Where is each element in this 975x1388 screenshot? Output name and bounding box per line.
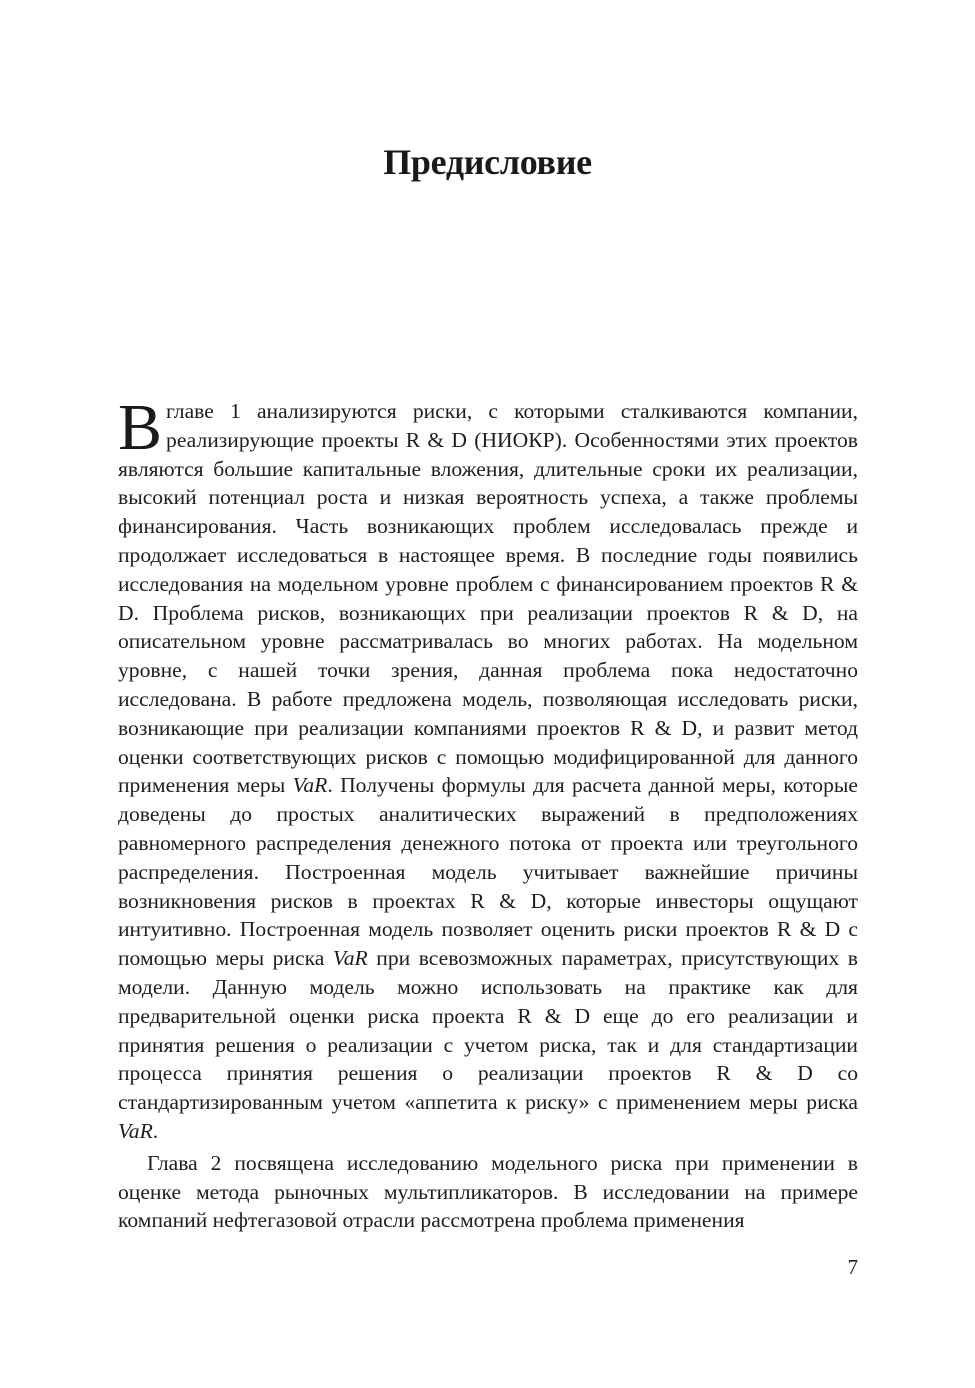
paragraph-1-part-3: при всевозможных параметрах, присутствующих в модели. Данную модель можно использовать на практике как для предварительной оценки риска проекта R & D еще до его реализации и принятия решения о реализации с учетом риска, так и для стандартизации процесса принятия решения о реализации проектов R & D со стандартизированным учетом «аппетита к риску» с применением меры риска — [118, 946, 859, 1115]
page-title: Предисловие — [383, 142, 592, 182]
var-term: VaR — [292, 773, 328, 798]
paragraph-2: Глава 2 посвящена исследованию модельного риска при применении в оценке метода рыночных мультипликаторов. В исследовании на примере компаний нефтегазовой отрасли рассмотрена проблема применения — [118, 1150, 858, 1233]
drop-cap: В — [118, 391, 163, 464]
var-term: VaR — [332, 946, 368, 971]
paragraph-1-part-1: главе 1 анализируются риски, с которыми сталкиваются компании, реализирующие проекты R & D (НИОКР). Особенностями этих проектов являются большие капитальные вложения, длительные сроки их реализации, высокий потенциал роста и низкая вероятность успеха, а также проблемы финансирования. Часть возникающих проблем исследовалась прежде и продолжает исследоваться в настоящее время. В последние годы появились исследования на модельном уровне проблем с финансированием проектов R & D. Проблема рисков, возникающих при реализации проектов R & D, на описательном уровне рассматривалась во многих работах. На модельном уровне, с нашей точки зрения, данная проблема пока недостаточно исследована. В работе предложена модель, позволяющая исследовать риски, возникающие при реализации компаниями проектов R & D, и развит метод оценки соответствующих рисков с помощью модифицированной для данного применения меры — [118, 399, 858, 798]
var-term: VaR — [118, 1118, 153, 1143]
paragraph-1 — [118, 391, 859, 1146]
page-number: 7 — [847, 1255, 858, 1279]
body-text — [118, 391, 859, 1235]
paragraph-1-part-4: . — [152, 1118, 159, 1143]
paragraph-1-part-2: . Получены формулы для расчета данной меры, которые доведены до простых аналитических выражений в предположениях равномерного распределения денежного потока от проекта или треугольного распределения. Построенная модель учитывает важнейшие причины возникновения рисков в проектах R & D, которые инвесторы ощущают интуитивно. Построенная модель позволяет оценить риски проектов R & D с помощью меры риска — [118, 773, 858, 971]
